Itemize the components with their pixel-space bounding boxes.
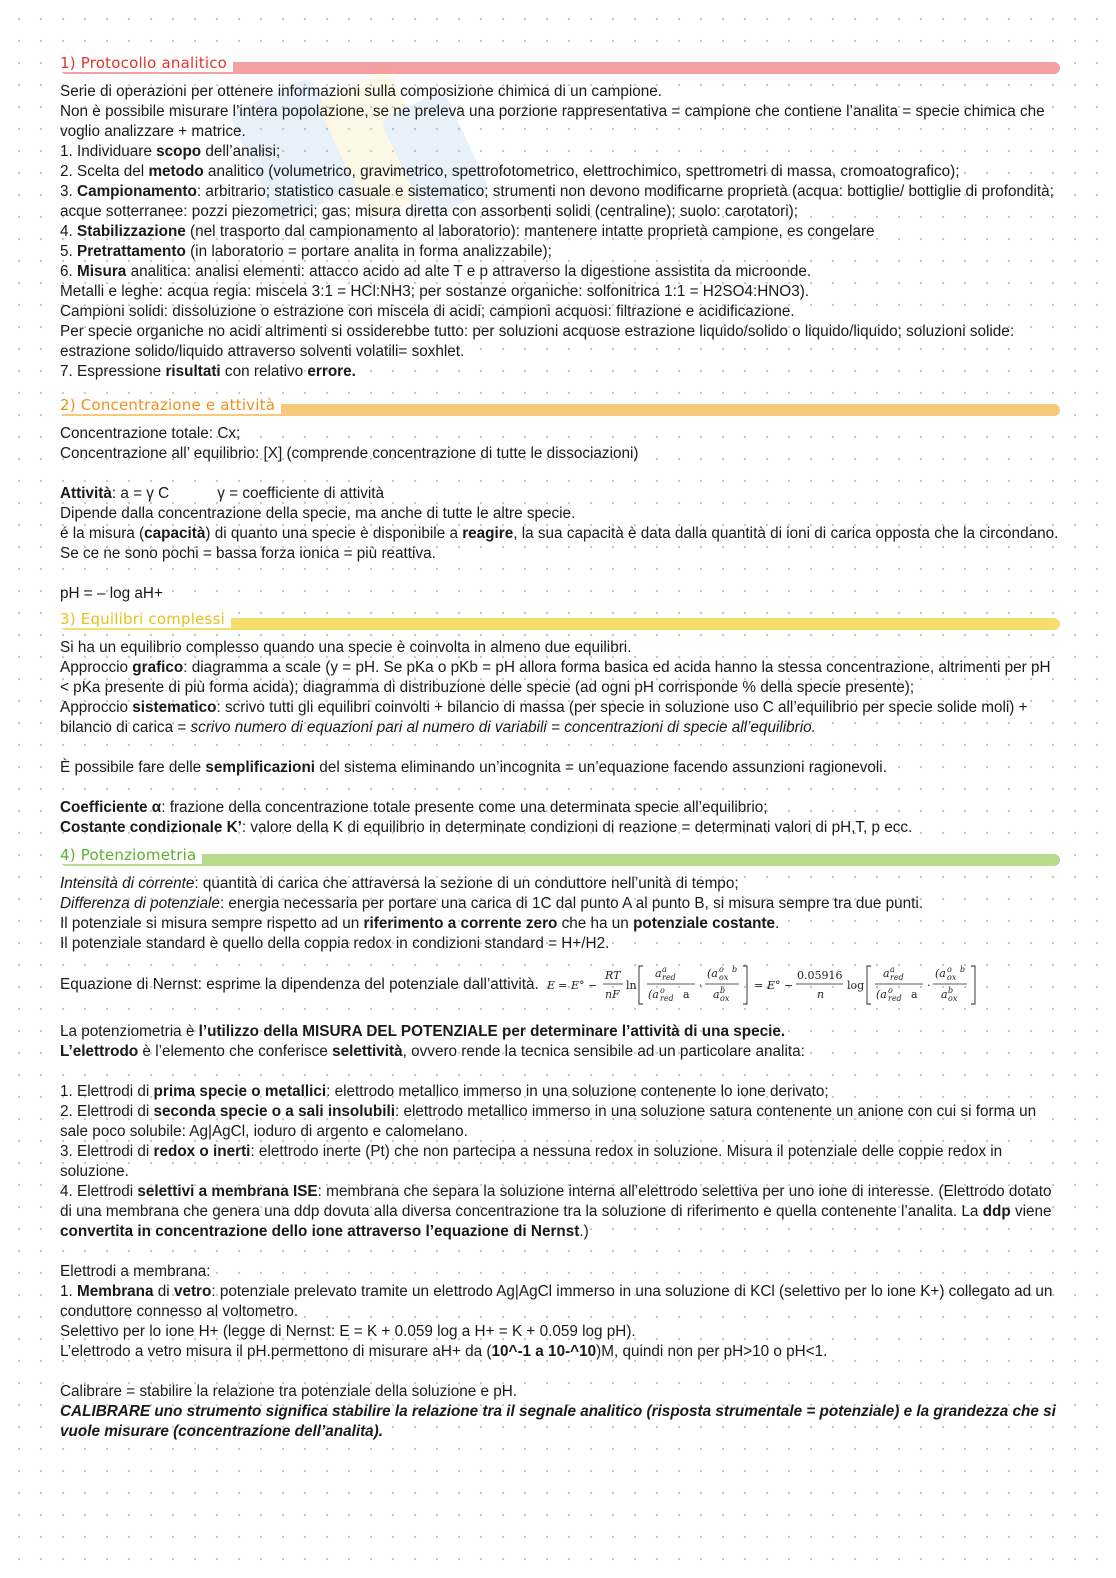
eq-E0: E° [570,979,585,992]
paragraph: Dipende dalla concentrazione della specie, ma anche di tutte le altre specie. [60,505,576,522]
eq-RT: RT [604,969,621,982]
paragraph: Serie di operazioni per ottenere informazioni sulla composizione chimica di un campione. [60,83,662,100]
nernst-equation [547,960,987,1010]
eq-a-red-2-sub: red [889,973,904,982]
section-protocollo-analitico [60,54,1060,382]
section-header [60,54,1060,78]
eq-red-sub-2: red [887,994,902,1003]
eq-red-sub: red [659,994,674,1003]
eq-aox-sup: o [718,965,724,974]
list-item: 4. Stabilizzazione (nel trasporto dal campionamento al laboratorio): mantenere intatte proprietà campione, es congelare [60,223,875,240]
list-item: 5. Pretrattamento (in laboratorio = portare analita in forma analizzabile); [60,243,552,260]
list-item: 6. Misura analitica: analisi elementi: attacco acido ad alte T e p attraverso la digestione assistita da microonde. [60,263,812,280]
section-header [60,846,1060,870]
section-header [60,610,1060,634]
paragraph: Per specie organiche no acidi altrimenti si ossiderebbe tutto: per soluzioni acquose estrazione liquido/solido o liquido/liquido; soluzioni solide: estrazione solido/liquido attraverso solventi volatili= soxhlet. [60,323,1015,360]
eq-aox-den-sup: b [719,986,725,995]
eq-paren: a [682,988,690,1001]
paragraph: Coefficiente α: frazione della concentrazione totale presente come una determinata specie all’equilibrio; [60,799,768,816]
eq-aox-2: (a [934,967,946,980]
paragraph: Non è possibile misurare l’intera popolazione, se ne preleva una porzione rappresentativa = campione che contiene l’analita = specie chimica che voglio analizzare + matrice. [60,103,1045,140]
eq-dot: · [698,979,703,992]
paragraph: Il potenziale si misura sempre rispetto ad un riferimento a corrente zero che ha un potenziale costante. [60,915,780,932]
paragraph: CALIBRARE uno strumento significa stabilire la relazione tra il segnale analitico (risposta strumentale = potenziale) e la grandezza che si vuole misurare (concentrazione dell’analita). [60,1403,1056,1440]
eq-a-red: a [654,967,662,980]
section-highlight-bar [60,854,1060,866]
list-item: 1. Elettrodi di prima specie o metallici: elettrodo metallico immerso in una soluzione contenente lo ione derivato; [60,1083,829,1100]
paragraph: Campioni solidi: dissoluzione o estrazione con miscela di acidi; campioni acquosi: filtrazione e acidificazione. [60,303,795,320]
paragraph: Differenza di potenziale: energia necessaria per portare una carica di 1C dal punto A al punto B, si misura sempre tra due punti. [60,895,924,912]
eq-o-sup-2: o [887,986,893,995]
eq-aox-sub: ox [718,973,729,982]
nernst-equation-row [60,960,1060,1010]
eq-aox-den: a [712,988,720,1001]
paragraph: Concentrazione totale: Cx; [60,425,241,442]
eq-paren-2: a [910,988,918,1001]
eq-log: log [846,979,864,992]
nernst-label: Equazione di Nernst: esprime la dipendenza del potenziale dall’attività. [60,976,539,993]
paragraph: Intensità di corrente: quantità di carica che attraversa la sezione di un conduttore nell’unità di tempo; [60,875,739,892]
eq-dot-2: · [926,979,931,992]
section-title: 2) Concentrazione e attività [60,396,281,414]
paragraph: Attività: a = γ C γ = coefficiente di attività [60,485,385,502]
eq-aox-2-b: b [959,965,965,974]
eq-n: n [816,988,824,1001]
paragraph: Il potenziale standard è quello della coppia redox in condizioni standard = H+/H2. [60,935,610,952]
eq-aox-2-den: a [940,988,948,1001]
section-title: 3) Equilibri complessi [60,610,231,628]
paragraph: pH = – log aH+ [60,585,163,602]
paragraph: é la misura (capacità) di quanto una specie è disponibile a reagire, la sua capacità è data dalla quantità di ioni di carica opposta che la circondano. Se ce ne sono pochi = bassa forza ionica = più reattiva. [60,525,1059,562]
section-title: 4) Potenziometria [60,846,202,864]
list-item: 3. Campionamento: arbitrario; statistico casuale e sistematico; strumenti non devono modificarne proprietà (acqua: bottiglie/ bottiglie di profondità; acque sotterranee: pozzi piezometrici; gas: misura diretta con assorbenti solidi (centraline); suolo: carotatori); [60,183,1054,220]
eq-a-red-2: a [882,967,890,980]
eq-nF: nF [604,988,620,1001]
list-item: 7. Espressione risultati con relativo errore. [60,363,356,380]
paragraph: Calibrare = stabilire la relazione tra potenziale della soluzione e pH. [60,1383,518,1400]
list-item: 2. Elettrodi di seconda specie o a sali insolubili: elettrodo metallico immerso in una soluzione satura contenente un anione con cui si forma un sale poco solubile: Ag|AgCl, ioduro di argento e calomelano. [60,1103,1037,1140]
paragraph: L’elettrodo è l’elemento che conferisce selettività, ovvero rende la tecnica sensibile ad un particolare analita: [60,1043,805,1060]
section-title: 1) Protocollo analitico [60,54,233,72]
eq-a-red-sub: red [661,973,676,982]
eq-aox: (a [706,967,718,980]
list-item: 3. Elettrodi di redox o inerti: elettrodo inerte (Pt) che non partecipa a nessuna redox in soluzione. Misura il potenziale delle coppie redox in soluzione. [60,1143,1003,1180]
eq-a-red-o: (a [647,988,659,1001]
paragraph: Si ha un equilibrio complesso quando una specie è coinvolta in almeno due equilibri. [60,639,632,656]
eq-o-sup: o [659,986,665,995]
eq-aox-den-sub: ox [719,994,730,1003]
paragraph: Metalli e leghe: acqua regia: miscela 3:1 = HCl:NH3; per sostanze organiche: solfonitrica 1:1 = H2SO4:HNO3). [60,283,810,300]
list-item: 1. Individuare scopo dell’analisi; [60,143,281,160]
eq-a-red-sup: a [661,965,667,974]
eq-ln: ln [625,979,637,992]
section-header [60,396,1060,420]
section-equilibri-complessi [60,610,1060,838]
paragraph: Approccio sistematico: scrivo tutti gli equilibri coinvolti + bilancio di massa (per specie in soluzione uso C all’equilibrio per specie solide moli) + bilancio di carica = scrivo numero di equazioni pari al numero di variabili = concentrazioni di specie all’equilibrio. [60,699,1028,736]
eq-a-red-2-sup: a [889,965,895,974]
eq-E: E [546,979,555,992]
paragraph: La potenziometria è l’utilizzo della MISURA DEL POTENZIALE per determinare l’attività di una specie. [60,1023,786,1040]
paragraph: Elettrodi a membrana: [60,1263,211,1280]
eq-equals: = [557,979,567,992]
list-item: 4. Elettrodi selettivi a membrana ISE: membrana che separa la soluzione interna all’elettrodo selettiva per uno ione di interesse. (Elettrodo dotato di una membrana che genera una ddp dovuta alla diversa concentrazione tra la soluzione di riferimento e quella contenente l’analita. La ddp viene convertita in concentrazione dello ione attraverso l’equazione di Nernst.) [60,1183,1052,1240]
paragraph: Concentrazione all’ equilibrio: [X] (comprende concentrazione di tutte le dissociazioni) [60,445,639,462]
eq-aox-2-den-sup: b [947,986,953,995]
paragraph: Costante condizionale K’: valore della K di equilibrio in determinate condizioni di reazione = determinati valori di pH,T, p ecc. [60,819,913,836]
list-item: 1. Membrana di vetro: potenziale prelevato tramite un elettrodo Ag|AgCl immerso in una soluzione di KCl (selettivo per lo ione K+) collegato ad un conduttore connesso al voltometro. [60,1283,1053,1320]
paragraph: L’elettrodo a vetro misura il pH.permettono di misurare aH+ da (10^-1 a 10-^10)M, quindi non per pH>10 o pH<1. [60,1343,828,1360]
eq-minus-2: − [783,979,793,992]
list-item: 2. Scelta del metodo analitico (volumetrico, gravimetrico, spettrofotometrico, elettrochimico, spettrometri di massa, cromoatografico); [60,163,960,180]
section-concentrazione-attivita [60,396,1060,604]
eq-k: 0.05916 [796,969,843,982]
paragraph: Approccio grafico: diagramma a scale (y = pH. Se pKa o pKb = pH allora forma basica ed acida hanno la stessa concentrazione, altrimenti per pH < pKa presente di più forma acida); diagramma di distribuzione delle specie (ad ogni pH corrisponde % della specie presente); [60,659,1051,696]
notes-page [60,54,1060,1442]
eq-aox-2-sup: o [946,965,952,974]
eq-aox-b: b [731,965,737,974]
eq-aox-2-sub: ox [946,973,957,982]
eq-minus: − [587,979,597,992]
paragraph: Selettivo per lo ione H+ (legge di Nernst: E = K + 0.059 log a H+ = K + 0.059 log pH). [60,1323,636,1340]
eq-aox-2-den-sub: ox [947,994,958,1003]
eq-equals-2: = [753,979,763,992]
paragraph: È possibile fare delle semplificazioni del sistema eliminando un’incognita = un’equazione facendo assunzioni ragionevoli. [60,759,887,776]
section-potenziometria [60,846,1060,1442]
eq-E0-2: E° [766,979,781,992]
eq-a-red-o-2: (a [875,988,887,1001]
